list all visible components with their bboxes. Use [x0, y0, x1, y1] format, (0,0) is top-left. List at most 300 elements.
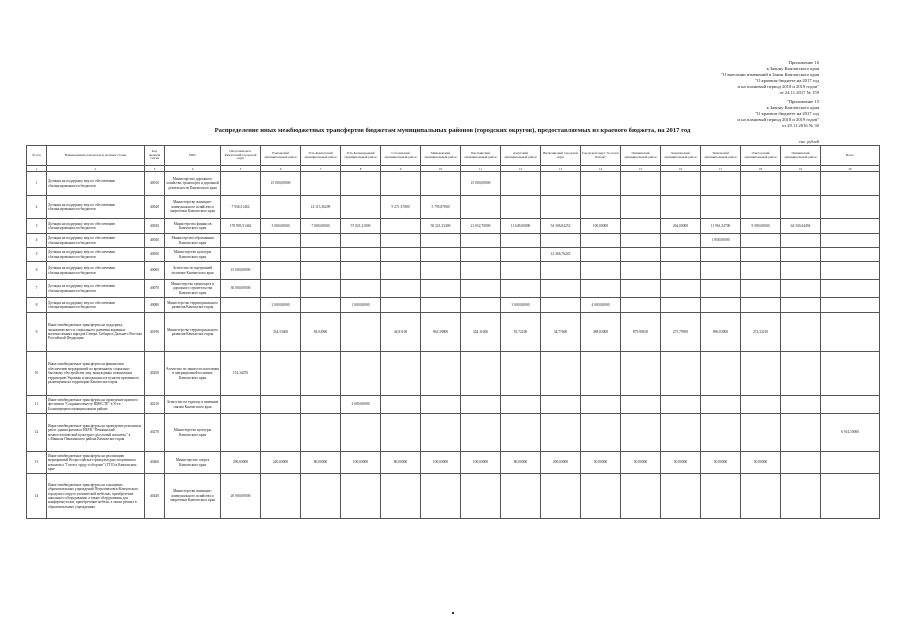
row-number: 9 [27, 313, 47, 352]
amount-cell [661, 172, 701, 196]
amount-cell [701, 474, 741, 519]
row-number: 11 [27, 396, 47, 414]
row-grbs: Министерство жилищно-коммунального хозяйства и энергетики Камчатского края [165, 474, 221, 519]
amount-cell [661, 474, 701, 519]
amount-cell [461, 298, 501, 313]
column-number: 1 [27, 166, 47, 172]
column-header: Мильковский муниципальный район [421, 146, 461, 166]
row-code: 40440 [145, 474, 165, 519]
column-header: № п/п [27, 146, 47, 166]
amount-cell [661, 298, 701, 313]
amount-cell [661, 414, 701, 452]
row-name: Иные межбюджетные трансферты на проведение краевого фестиваля "Сохраним вместе ВМЕСТЕ" в Усть-Большерецком муниципальном районе [47, 396, 145, 414]
amount-cell [461, 196, 501, 219]
amount-cell [621, 474, 661, 519]
amount-cell [501, 196, 541, 219]
amount-cell [381, 172, 421, 196]
amount-cell: 50,00000 [741, 452, 781, 474]
amount-cell [221, 248, 261, 262]
amount-cell [501, 248, 541, 262]
row-code: 40020 [145, 196, 165, 219]
amount-cell [341, 196, 381, 219]
amount-cell [381, 414, 421, 452]
amount-cell [421, 414, 461, 452]
row-code: 40270 [145, 414, 165, 452]
header-line: к Закону Камчатского края [766, 105, 819, 111]
amount-cell [701, 298, 741, 313]
amount-cell [781, 262, 821, 280]
row-number: 10 [27, 352, 47, 396]
amount-cell: 50,00000 [661, 452, 701, 474]
amount-cell [741, 352, 781, 396]
amount-cell [621, 396, 661, 414]
row-grbs: Министерство территориального развития Камчатского края [165, 313, 221, 352]
amount-cell [221, 234, 261, 248]
amount-cell [501, 474, 541, 519]
amount-cell: 100,00000 [341, 452, 381, 474]
table-row [27, 219, 880, 234]
amount-cell [261, 474, 301, 519]
amount-cell [461, 234, 501, 248]
table-row [27, 280, 880, 298]
amount-cell [501, 172, 541, 196]
amount-cell [461, 248, 501, 262]
amount-cell [341, 234, 381, 248]
column-header: Пенжинский муниципальный район [621, 146, 661, 166]
amount-cell [421, 234, 461, 248]
amount-cell [381, 248, 421, 262]
amount-cell [381, 234, 421, 248]
row-grbs: Министерство жилищно-коммунального хозяйства и энергетики Камчатского края [165, 196, 221, 219]
amount-cell [341, 172, 381, 196]
amount-cell [781, 234, 821, 248]
amount-cell [821, 219, 880, 234]
amount-cell [741, 280, 781, 298]
column-header: Карагинский муниципальный район [661, 146, 701, 166]
header-line: к Закону Камчатского края [766, 66, 819, 72]
amount-cell [501, 262, 541, 280]
amount-cell [621, 172, 661, 196]
amount-cell: 963,39800 [421, 313, 461, 352]
amount-cell: 80,00000 [501, 452, 541, 474]
amount-cell [301, 280, 341, 298]
amount-cell [621, 234, 661, 248]
amount-cell [821, 248, 880, 262]
amount-cell [781, 352, 821, 396]
amount-cell [781, 196, 821, 219]
amount-cell [261, 248, 301, 262]
table-row [27, 172, 880, 196]
column-number: 18 [741, 166, 781, 172]
column-header: Наименование показателя и целевые статьи [47, 146, 145, 166]
table-row [27, 474, 880, 519]
amount-cell [821, 396, 880, 414]
amount-cell [781, 313, 821, 352]
amount-cell: 30 000,00000 [221, 280, 261, 298]
amount-cell: 80,00000 [301, 452, 341, 474]
row-name: Иные межбюджетные трансферты на финансовое обеспечение мероприятий по временному социально-бытовому обустройству лиц, вынужденно покинувших территорию Украины и находящихся в пунктах временного размещения на территории Камчатского края [47, 352, 145, 396]
column-header: Быстринский муниципальный район [461, 146, 501, 166]
amount-cell: 15 000,00000 [261, 172, 301, 196]
row-number: 8 [27, 298, 47, 313]
amount-cell [421, 396, 461, 414]
row-grbs: Министерство культуры Камчатского края [165, 414, 221, 452]
column-header: Городской округ "поселок Палана" [581, 146, 621, 166]
column-header: Елизовский муниципальный район [261, 146, 301, 166]
column-header: Тигильский муниципальный район [701, 146, 741, 166]
amount-cell [541, 474, 581, 519]
row-name: Дотация на поддержку мер по обеспечению сбалансированности бюджетов [47, 248, 145, 262]
amount-cell [461, 352, 501, 396]
amount-cell [221, 298, 261, 313]
row-number: 14 [27, 474, 47, 519]
amount-cell: 57 021,21000 [341, 219, 381, 234]
amount-cell: 4 000,00000 [581, 298, 621, 313]
amount-cell [821, 234, 880, 248]
amount-cell [381, 280, 421, 298]
amount-cell [701, 172, 741, 196]
amount-cell [421, 262, 461, 280]
amount-cell [821, 262, 880, 280]
amount-cell: 100,00000 [421, 452, 461, 474]
amount-cell: 272,33210 [741, 313, 781, 352]
row-grbs: Министерство территориального развития Камчатского края [165, 298, 221, 313]
header-line: и на плановый период 2018 и 2019 годов" [737, 117, 819, 123]
amount-cell [581, 474, 621, 519]
amount-cell [421, 280, 461, 298]
table-row [27, 262, 880, 280]
column-number: 2 [47, 166, 145, 172]
amount-cell [621, 298, 661, 313]
amount-cell [541, 280, 581, 298]
amount-cell [541, 196, 581, 219]
appendix-16-header [721, 60, 819, 97]
row-name: Иные межбюджетные трансферты на оснащение образовательных учреждений Петропавловск-Камчатского городского округа ученической мебелью, приобретение школьного оборудования, а также оборудования для конференц-залов, приобретение мебели, а также ремонт в образовательных учреждениях [47, 474, 145, 519]
amount-cell [581, 396, 621, 414]
amount-cell [621, 196, 661, 219]
amount-cell: 50,00000 [701, 452, 741, 474]
column-header: Код целевой статьи [145, 146, 165, 166]
table-row [27, 298, 880, 313]
amount-cell [701, 414, 741, 452]
amount-cell [821, 474, 880, 519]
amount-cell: 1 000,00000 [341, 298, 381, 313]
row-number: 6 [27, 262, 47, 280]
amount-cell: 290,00000 [221, 452, 261, 474]
table-row [27, 396, 880, 414]
amount-cell [341, 474, 381, 519]
document-title: Распределение иных межбюджетных трансфертов бюджетам муниципальных районов (городских округов), предоставляемых из краевого бюджета, на 2017 год [214, 127, 691, 134]
column-number: 19 [781, 166, 821, 172]
amount-cell [261, 280, 301, 298]
amount-cell: 80,00000 [381, 452, 421, 474]
amount-cell [341, 280, 381, 298]
amount-cell: 83,04900 [301, 313, 341, 352]
table-row [27, 313, 880, 352]
amount-cell [661, 280, 701, 298]
amount-cell [341, 248, 381, 262]
amount-cell: 890,03900 [701, 313, 741, 352]
column-header: Усть-Большерецкий муниципальный район [341, 146, 381, 166]
amount-cell [781, 414, 821, 452]
row-grbs: Министерство дорожного хозяйства, транспорта и дорожной деятельности Камчатского края [165, 172, 221, 196]
amount-cell [261, 234, 301, 248]
amount-cell: 50 321,33400 [421, 219, 461, 234]
amount-cell [781, 248, 821, 262]
amount-cell [821, 298, 880, 313]
row-code: 40060 [145, 262, 165, 280]
amount-cell [781, 452, 821, 474]
amount-cell [421, 248, 461, 262]
column-number: 11 [461, 166, 501, 172]
column-number: 14 [581, 166, 621, 172]
amount-cell [701, 352, 741, 396]
amount-cell [661, 262, 701, 280]
amount-cell: 200,00000 [541, 452, 581, 474]
amount-cell [701, 280, 741, 298]
column-header: ГРБС [165, 146, 221, 166]
row-code: 40080 [145, 298, 165, 313]
amount-cell [541, 234, 581, 248]
amount-cell [781, 396, 821, 414]
amount-cell: 21 652,70000 [461, 219, 501, 234]
row-code: 40190 [145, 313, 165, 352]
row-name: Дотация на поддержку мер по обеспечению сбалансированности бюджетов [47, 219, 145, 234]
amount-cell [301, 474, 341, 519]
amount-cell: 81,72100 [501, 313, 541, 352]
table-row [27, 196, 880, 219]
amount-cell: 264,00000 [661, 219, 701, 234]
column-number: 12 [501, 166, 541, 172]
amount-cell [821, 313, 880, 352]
row-code: 40210 [145, 396, 165, 414]
amount-cell [221, 313, 261, 352]
transfers-table [26, 145, 880, 519]
column-number: 16 [661, 166, 701, 172]
amount-cell [661, 234, 701, 248]
amount-cell [381, 219, 421, 234]
amount-cell: 12 366,76245 [541, 248, 581, 262]
amount-cell: 3 000,00000 [261, 219, 301, 234]
column-number: 15 [621, 166, 661, 172]
amount-cell: 220,00000 [261, 452, 301, 474]
amount-cell [781, 280, 821, 298]
amount-cell [421, 352, 461, 396]
amount-cell [741, 396, 781, 414]
amount-cell [461, 396, 501, 414]
row-code: 40070 [145, 280, 165, 298]
row-code: 40050 [145, 248, 165, 262]
amount-cell [621, 352, 661, 396]
column-number: 10 [421, 166, 461, 172]
table-row [27, 248, 880, 262]
amount-cell [741, 172, 781, 196]
amount-cell [661, 396, 701, 414]
column-number: 4 [165, 166, 221, 172]
amount-cell [781, 172, 821, 196]
amount-cell [341, 414, 381, 452]
amount-cell [301, 234, 341, 248]
amount-cell: 9 580,00000 [741, 219, 781, 234]
amount-cell [381, 396, 421, 414]
row-name: Дотация на поддержку мер по обеспечению сбалансированности бюджетов [47, 280, 145, 298]
row-name: Дотация на поддержку мер по обеспечению сбалансированности бюджетов [47, 298, 145, 313]
amount-cell [621, 280, 661, 298]
amount-cell: 11 649,00000 [501, 219, 541, 234]
amount-cell [421, 172, 461, 196]
row-name: Дотация на поддержку мер по обеспечению сбалансированности бюджетов [47, 172, 145, 196]
table-row [27, 452, 880, 474]
amount-cell: 178 995,51462 [221, 219, 261, 234]
amount-cell: 7 000,00000 [301, 219, 341, 234]
row-number: 13 [27, 452, 47, 474]
amount-cell [421, 298, 461, 313]
table-row [27, 414, 880, 452]
amount-cell [461, 474, 501, 519]
amount-cell: 275,79950 [661, 313, 701, 352]
amount-cell [541, 298, 581, 313]
row-code: 40010 [145, 172, 165, 196]
amount-cell [301, 396, 341, 414]
amount-cell [741, 234, 781, 248]
header-row [27, 146, 880, 166]
row-code: 40030 [145, 219, 165, 234]
amount-cell: 5 795,87800 [421, 196, 461, 219]
column-number: 9 [381, 166, 421, 172]
amount-cell [741, 262, 781, 280]
amount-cell [541, 352, 581, 396]
column-number: 17 [701, 166, 741, 172]
amount-cell [821, 172, 880, 196]
row-grbs: Министерство культуры Камчатского края [165, 248, 221, 262]
amount-cell [301, 248, 341, 262]
header-line: "О краевом бюджете на 2017 год [755, 111, 819, 117]
amount-cell [781, 474, 821, 519]
column-header: Петропавловск-Камчатский городской округ [221, 146, 261, 166]
column-number: 13 [541, 166, 581, 172]
amount-cell [741, 414, 781, 452]
amount-cell [421, 474, 461, 519]
amount-cell: 6 914,10000 [821, 414, 880, 452]
amount-cell [381, 352, 421, 396]
amount-cell [541, 262, 581, 280]
amount-cell [341, 352, 381, 396]
amount-cell [821, 280, 880, 298]
amount-cell [501, 352, 541, 396]
amount-cell [341, 313, 381, 352]
amount-cell [221, 414, 261, 452]
amount-cell [581, 196, 621, 219]
amount-cell [541, 414, 581, 452]
amount-cell [261, 396, 301, 414]
amount-cell [301, 172, 341, 196]
header-line: "О внесении изменений в Закон Камчатского края [721, 72, 819, 78]
column-number: 8 [341, 166, 381, 172]
amount-cell [301, 352, 341, 396]
amount-cell [781, 298, 821, 313]
row-code: 40460 [145, 452, 165, 474]
row-name: Иные межбюджетные трансферты на поддержку экономического и социального развития коренных малочисленных народов Севера, Сибири и Дальнего Востока Российской Федерации [47, 313, 145, 352]
column-number: 20 [821, 166, 880, 172]
amount-cell: 14 113,36209 [301, 196, 341, 219]
amount-cell [261, 196, 301, 219]
amount-cell: 100,00000 [461, 452, 501, 474]
header-line: "Приложение 15 [786, 99, 819, 104]
amount-cell [581, 234, 621, 248]
row-grbs: Министерство образования Камчатского края [165, 234, 221, 248]
amount-cell [261, 352, 301, 396]
amount-cell [541, 172, 581, 196]
amount-cell [741, 474, 781, 519]
amount-cell [581, 280, 621, 298]
amount-cell: 454,11600 [461, 313, 501, 352]
amount-cell: 15 000,00000 [221, 262, 261, 280]
row-grbs: Агентство по туризму и внешним связям Камчатского края [165, 396, 221, 414]
column-header: Соболевский муниципальный район [381, 146, 421, 166]
amount-cell: 152,34476 [221, 352, 261, 396]
amount-cell [581, 414, 621, 452]
amount-cell: 100,00000 [581, 219, 621, 234]
amount-cell [581, 248, 621, 262]
row-code: 40040 [145, 234, 165, 248]
amount-cell [621, 248, 661, 262]
amount-cell: 64 330,44494 [781, 219, 821, 234]
column-header: Пенжинский муниципальный район [781, 146, 821, 166]
column-number: 7 [301, 166, 341, 172]
header-line: от 29.11.2016 № 30 [781, 123, 819, 129]
row-name: Иные межбюджетные трансферты на реализацию мероприятий Всероссийского физкультурно-спортивного комплекса "Готов к труду и обороне" (ГТО) в Камчатском крае [47, 452, 145, 474]
row-number: 5 [27, 248, 47, 262]
amount-cell: 11 961,54700 [701, 219, 741, 234]
amount-cell: 1 858,00000 [701, 234, 741, 248]
amount-cell [581, 352, 621, 396]
amount-cell: 3 000,00000 [501, 298, 541, 313]
amount-cell [501, 396, 541, 414]
amount-cell: 34,77600 [541, 313, 581, 352]
amount-cell [741, 248, 781, 262]
header-line: "О краевом бюджете на 2017 год [755, 78, 819, 84]
column-header: Алеутский муниципальный район [501, 146, 541, 166]
row-name: Дотация на поддержку мер по обеспечению сбалансированности бюджетов [47, 196, 145, 219]
row-code: 40250 [145, 352, 165, 396]
amount-cell [661, 196, 701, 219]
amount-cell [661, 352, 701, 396]
amount-cell: 9 271,37800 [381, 196, 421, 219]
column-number: 5 [221, 166, 261, 172]
amount-cell [501, 414, 541, 452]
amount-cell [301, 262, 341, 280]
column-header: Всего [821, 146, 880, 166]
amount-cell: 7 936,51462 [221, 196, 261, 219]
amount-cell [701, 262, 741, 280]
amount-cell [541, 396, 581, 414]
amount-cell [221, 396, 261, 414]
row-number: 2 [27, 196, 47, 219]
amount-cell [661, 248, 701, 262]
amount-cell [301, 298, 341, 313]
row-name: Иные межбюджетные трансферты на проведение ремонтных работ здания филиала МБУК "Пенжинский межпоселенческий культурно-досуговый комплекс" в с.Манилы Пенжинского района Камчатского края [47, 414, 145, 452]
amount-cell: 20 000,00000 [221, 474, 261, 519]
amount-cell [301, 414, 341, 452]
amount-cell [461, 262, 501, 280]
amount-cell [581, 172, 621, 196]
amount-cell [501, 234, 541, 248]
column-header: Вилючинский городской округ [541, 146, 581, 166]
row-number: 3 [27, 219, 47, 234]
amount-cell [821, 352, 880, 396]
amount-cell: 44,81100 [381, 313, 421, 352]
row-grbs: Агентство по внутренней политике Камчатского края [165, 262, 221, 280]
